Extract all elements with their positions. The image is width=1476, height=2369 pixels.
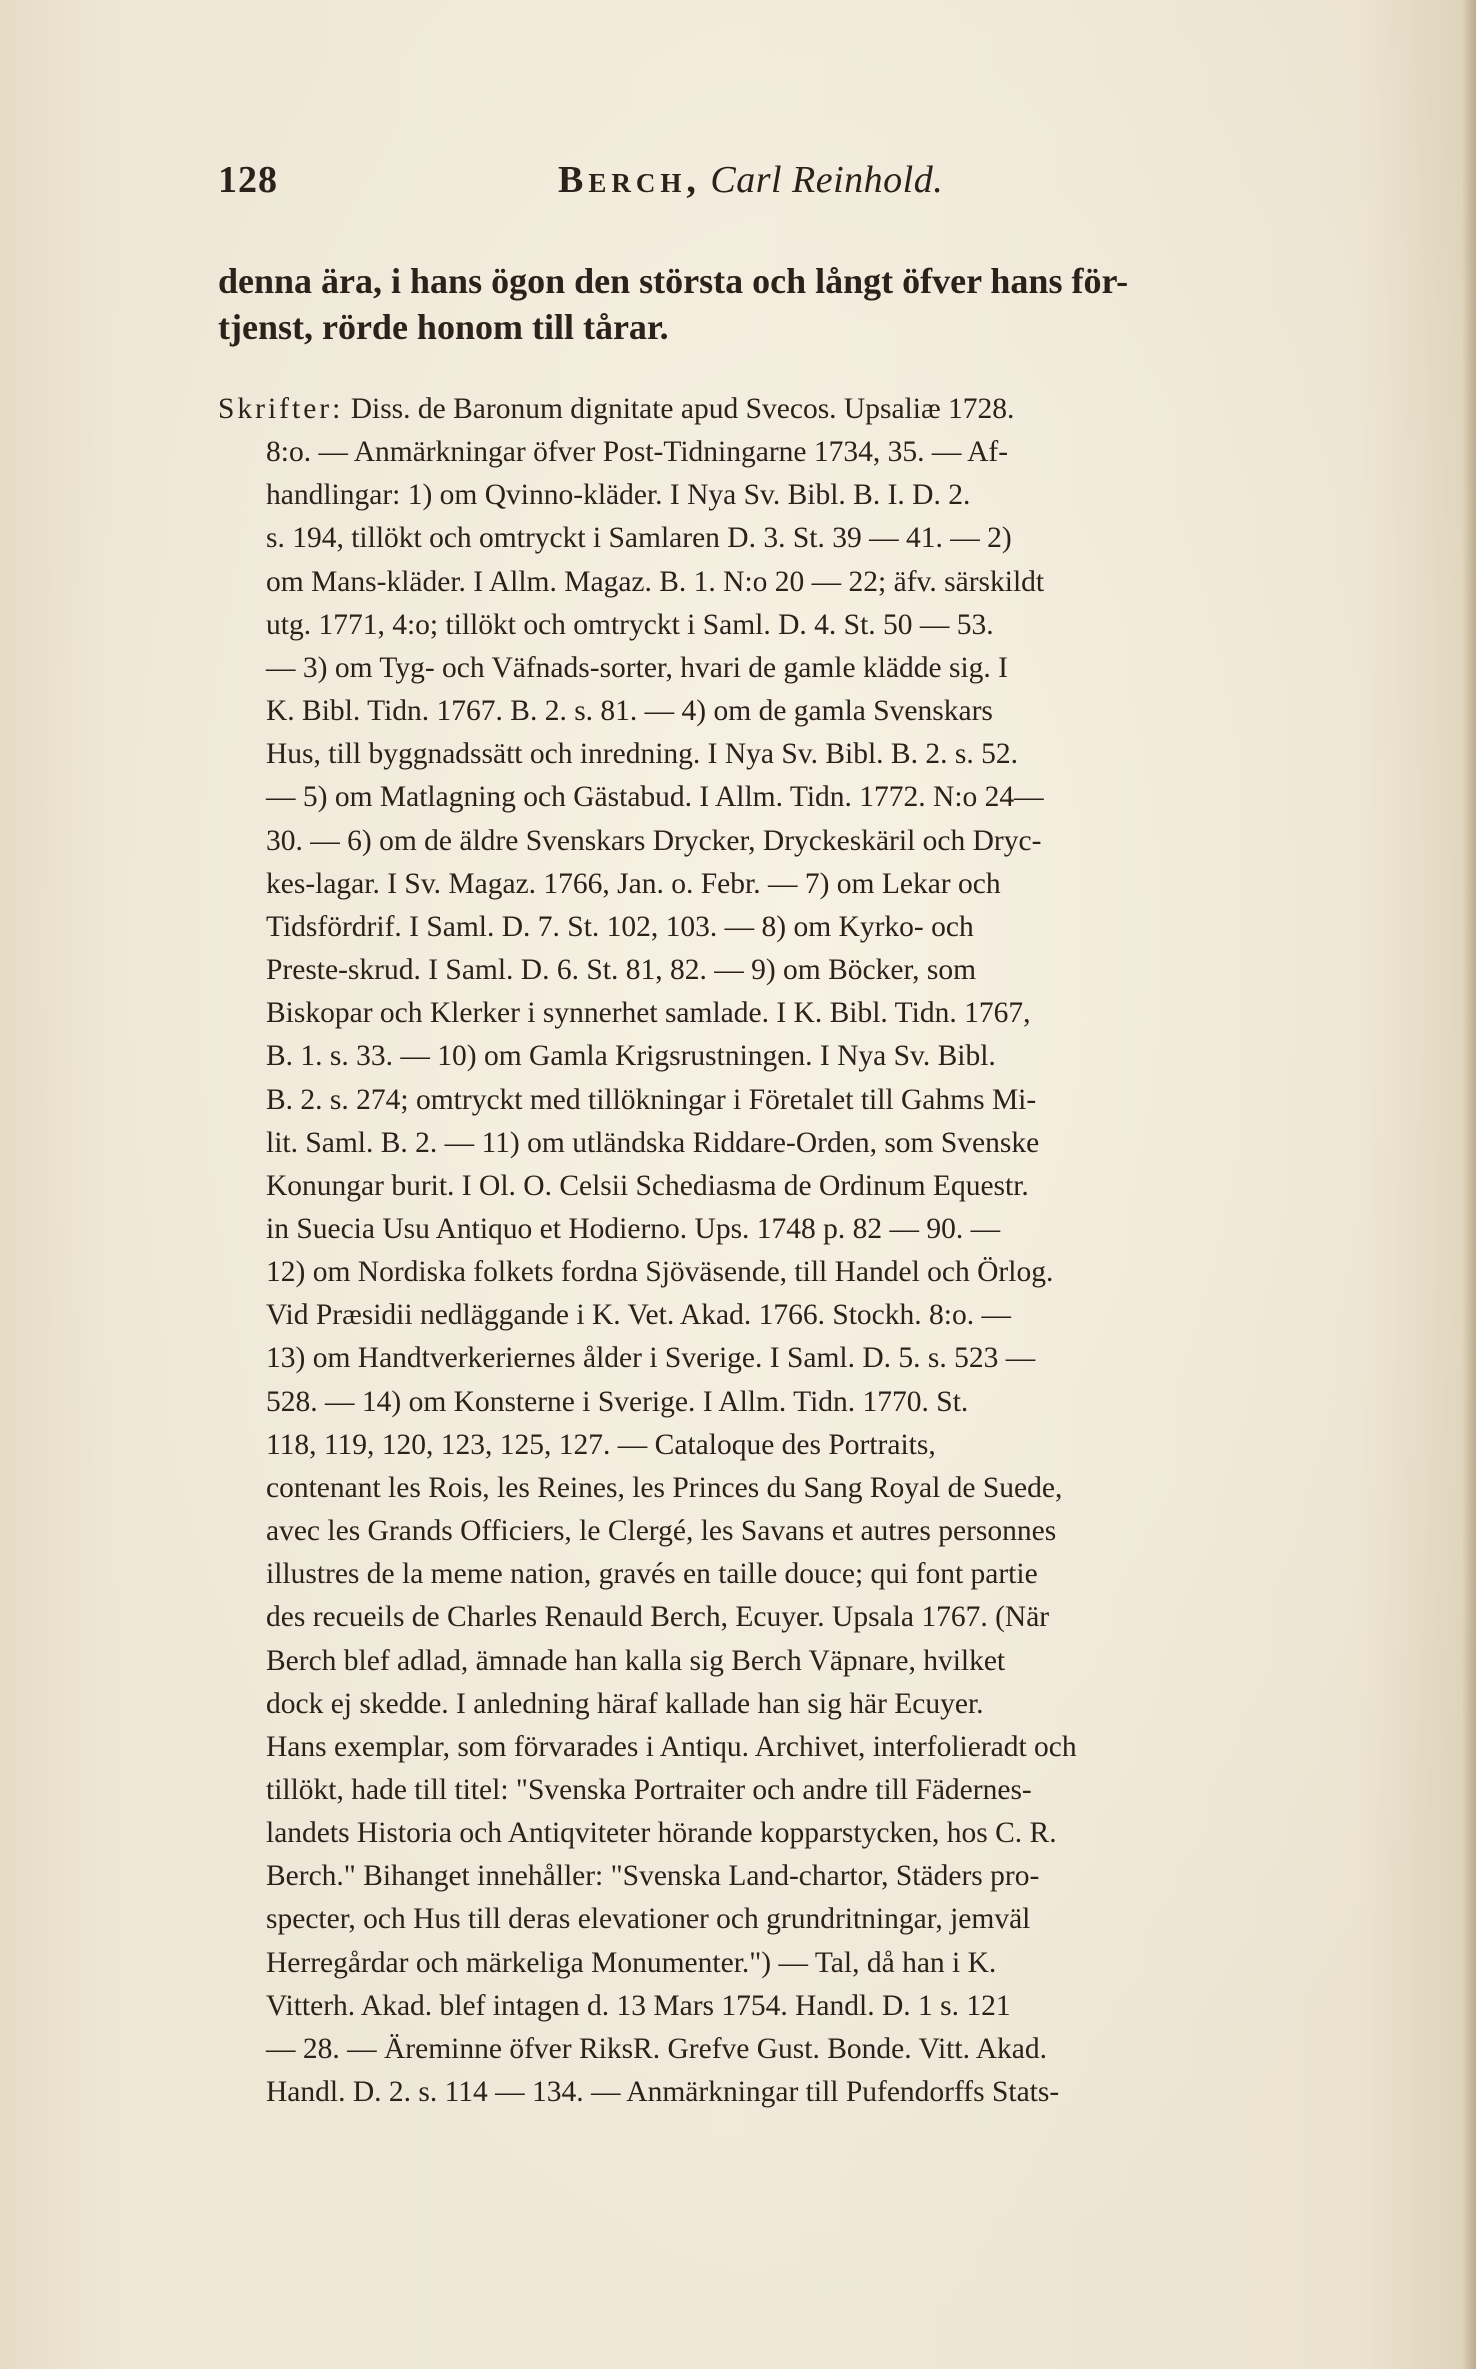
page-number: 128: [218, 159, 278, 201]
skrifter-line: dock ej skedde. I anledning häraf kallade han sig här Ecuyer.: [266, 1687, 984, 1720]
intro-paragraph: [218, 258, 1358, 350]
skrifter-line: in Suecia Usu Antiquo et Hodierno. Ups. 1748 p. 82 — 90. —: [266, 1212, 1001, 1245]
skrifter-label: Skrifter:: [218, 393, 344, 425]
skrifter-line: Biskopar och Klerker i synnerhet samlade. I K. Bibl. Tidn. 1767,: [266, 997, 1031, 1030]
skrifter-line: Konungar burit. I Ol. O. Celsii Schediasma de Ordinum Equestr.: [266, 1169, 1029, 1202]
skrifter-line: Hus, till byggnadssätt och inredning. I Nya Sv. Bibl. B. 2. s. 52.: [266, 738, 1018, 771]
skrifter-line: lit. Saml. B. 2. — 11) om utländska Riddare-Orden, som Svenske: [266, 1126, 1040, 1159]
skrifter-line: tillökt, hade till titel: "Svenska Portraiter och andre till Fädernes-: [266, 1774, 1032, 1806]
skrifter-line-text: Diss. de Baronum dignitate apud Svecos. Upsaliæ 1728.: [350, 393, 1015, 425]
skrifter-line: 528. — 14) om Konsterne i Sverige. I Allm. Tidn. 1770. St.: [266, 1385, 969, 1418]
skrifter-line: Vid Præsidii nedläggande i K. Vet. Akad. 1766. Stockh. 8:o. —: [266, 1299, 1011, 1332]
skrifter-line: B. 2. s. 274; omtryckt med tillökningar i Företalet till Gahms Mi-: [266, 1083, 1037, 1116]
skrifter-line: specter, och Hus till deras elevationer och grundritningar, jemväl: [266, 1903, 1031, 1936]
skrifter-line: Hans exemplar, som förvarades i Antiqu. Archivet, interfolieradt och: [266, 1730, 1077, 1763]
skrifter-line: utg. 1771, 4:o; tillökt och omtryckt i Saml. D. 4. St. 50 — 53.: [266, 608, 994, 641]
skrifter-line: Herregårdar och märkeliga Monumenter.") — Tal, då han i K.: [266, 1946, 997, 1979]
skrifter-line: avec les Grands Officiers, le Clergé, les Savans et autres personnes: [266, 1515, 1057, 1548]
skrifter-line: Vitterh. Akad. blef intagen d. 13 Mars 1754. Handl. D. 1 s. 121: [266, 1989, 1011, 2022]
skrifter-line: — 3) om Tyg- och Väfnads-sorter, hvari de gamle klädde sig. I: [266, 651, 1008, 684]
page-edge-shadow: [1462, 0, 1476, 2369]
skrifter-line: 8:o. — Anmärkningar öfver Post-Tidningarne 1734, 35. — Af-: [266, 436, 1009, 469]
intro-line: tjenst, rörde honom till tårar.: [218, 307, 669, 347]
skrifter-line: illustres de la meme nation, gravés en taille douce; qui font partie: [266, 1558, 1038, 1591]
running-head: [558, 158, 943, 202]
skrifter-line: Preste-skrud. I Saml. D. 6. St. 81, 82. — 9) om Böcker, som: [266, 954, 977, 987]
skrifter-line: 12) om Nordiska folkets fordna Sjöväsende, till Handel och Örlog.: [266, 1256, 1054, 1289]
skrifter-line: Berch blef adlad, ämnade han kalla sig Berch Väpnare, hvilket: [266, 1644, 1006, 1677]
skrifter-line: s. 194, tillökt och omtryckt i Samlaren D. 3. St. 39 — 41. — 2): [266, 522, 1012, 555]
skrifter-line: Tidsfördrif. I Saml. D. 7. St. 102, 103. — 8) om Kyrko- och: [266, 910, 974, 943]
running-head-given-name: Carl Reinhold.: [710, 159, 944, 201]
skrifter-line: Berch." Bihanget innehåller: "Svenska Land-chartor, Städers pro-: [266, 1860, 1040, 1893]
intro-line: denna ära, i hans ögon den största och långt öfver hans för-: [218, 261, 1129, 301]
skrifter-line: des recueils de Charles Renauld Berch, Ecuyer. Upsala 1767. (När: [266, 1601, 1050, 1634]
skrifter-line: 13) om Handtverkeriernes ålder i Sverige. I Saml. D. 5. s. 523 —: [266, 1342, 1036, 1375]
skrifter-line: handlingar: 1) om Qvinno-kläder. I Nya Sv. Bibl. B. I. D. 2.: [266, 479, 971, 512]
skrifter-line: 118, 119, 120, 123, 125, 127. — Cataloque des Portraits,: [266, 1428, 936, 1461]
skrifter-line: — 28. — Äreminne öfver RiksR. Grefve Gust. Bonde. Vitt. Akad.: [266, 2032, 1047, 2065]
skrifter-line: landets Historia och Antiqviteter hörande kopparstycken, hos C. R.: [266, 1817, 1057, 1850]
running-head-surname: Berch,: [558, 159, 701, 201]
skrifter-line: Handl. D. 2. s. 114 — 134. — Anmärkningar till Pufendorffs Stats-: [266, 2076, 1060, 2109]
running-header: [218, 158, 1318, 218]
skrifter-paragraph: [218, 388, 1368, 2114]
skrifter-line: 30. — 6) om de äldre Svenskars Drycker, Dryckeskäril och Dryc-: [266, 824, 1042, 857]
skrifter-line: B. 1. s. 33. — 10) om Gamla Krigsrustningen. I Nya Sv. Bibl.: [266, 1040, 996, 1073]
skrifter-line: K. Bibl. Tidn. 1767. B. 2. s. 81. — 4) om de gamla Svenskars: [266, 695, 993, 728]
skrifter-first-line: [218, 388, 1368, 431]
skrifter-line: om Mans-kläder. I Allm. Magaz. B. 1. N:o 20 — 22; äfv. särskildt: [266, 565, 1045, 598]
skrifter-line: — 5) om Matlagning och Gästabud. I Allm. Tidn. 1772. N:o 24—: [266, 781, 1044, 814]
skrifter-line: contenant les Rois, les Reines, les Princes du Sang Royal de Suede,: [266, 1471, 1063, 1504]
skrifter-line: kes-lagar. I Sv. Magaz. 1766, Jan. o. Febr. — 7) om Lekar och: [266, 867, 1001, 900]
